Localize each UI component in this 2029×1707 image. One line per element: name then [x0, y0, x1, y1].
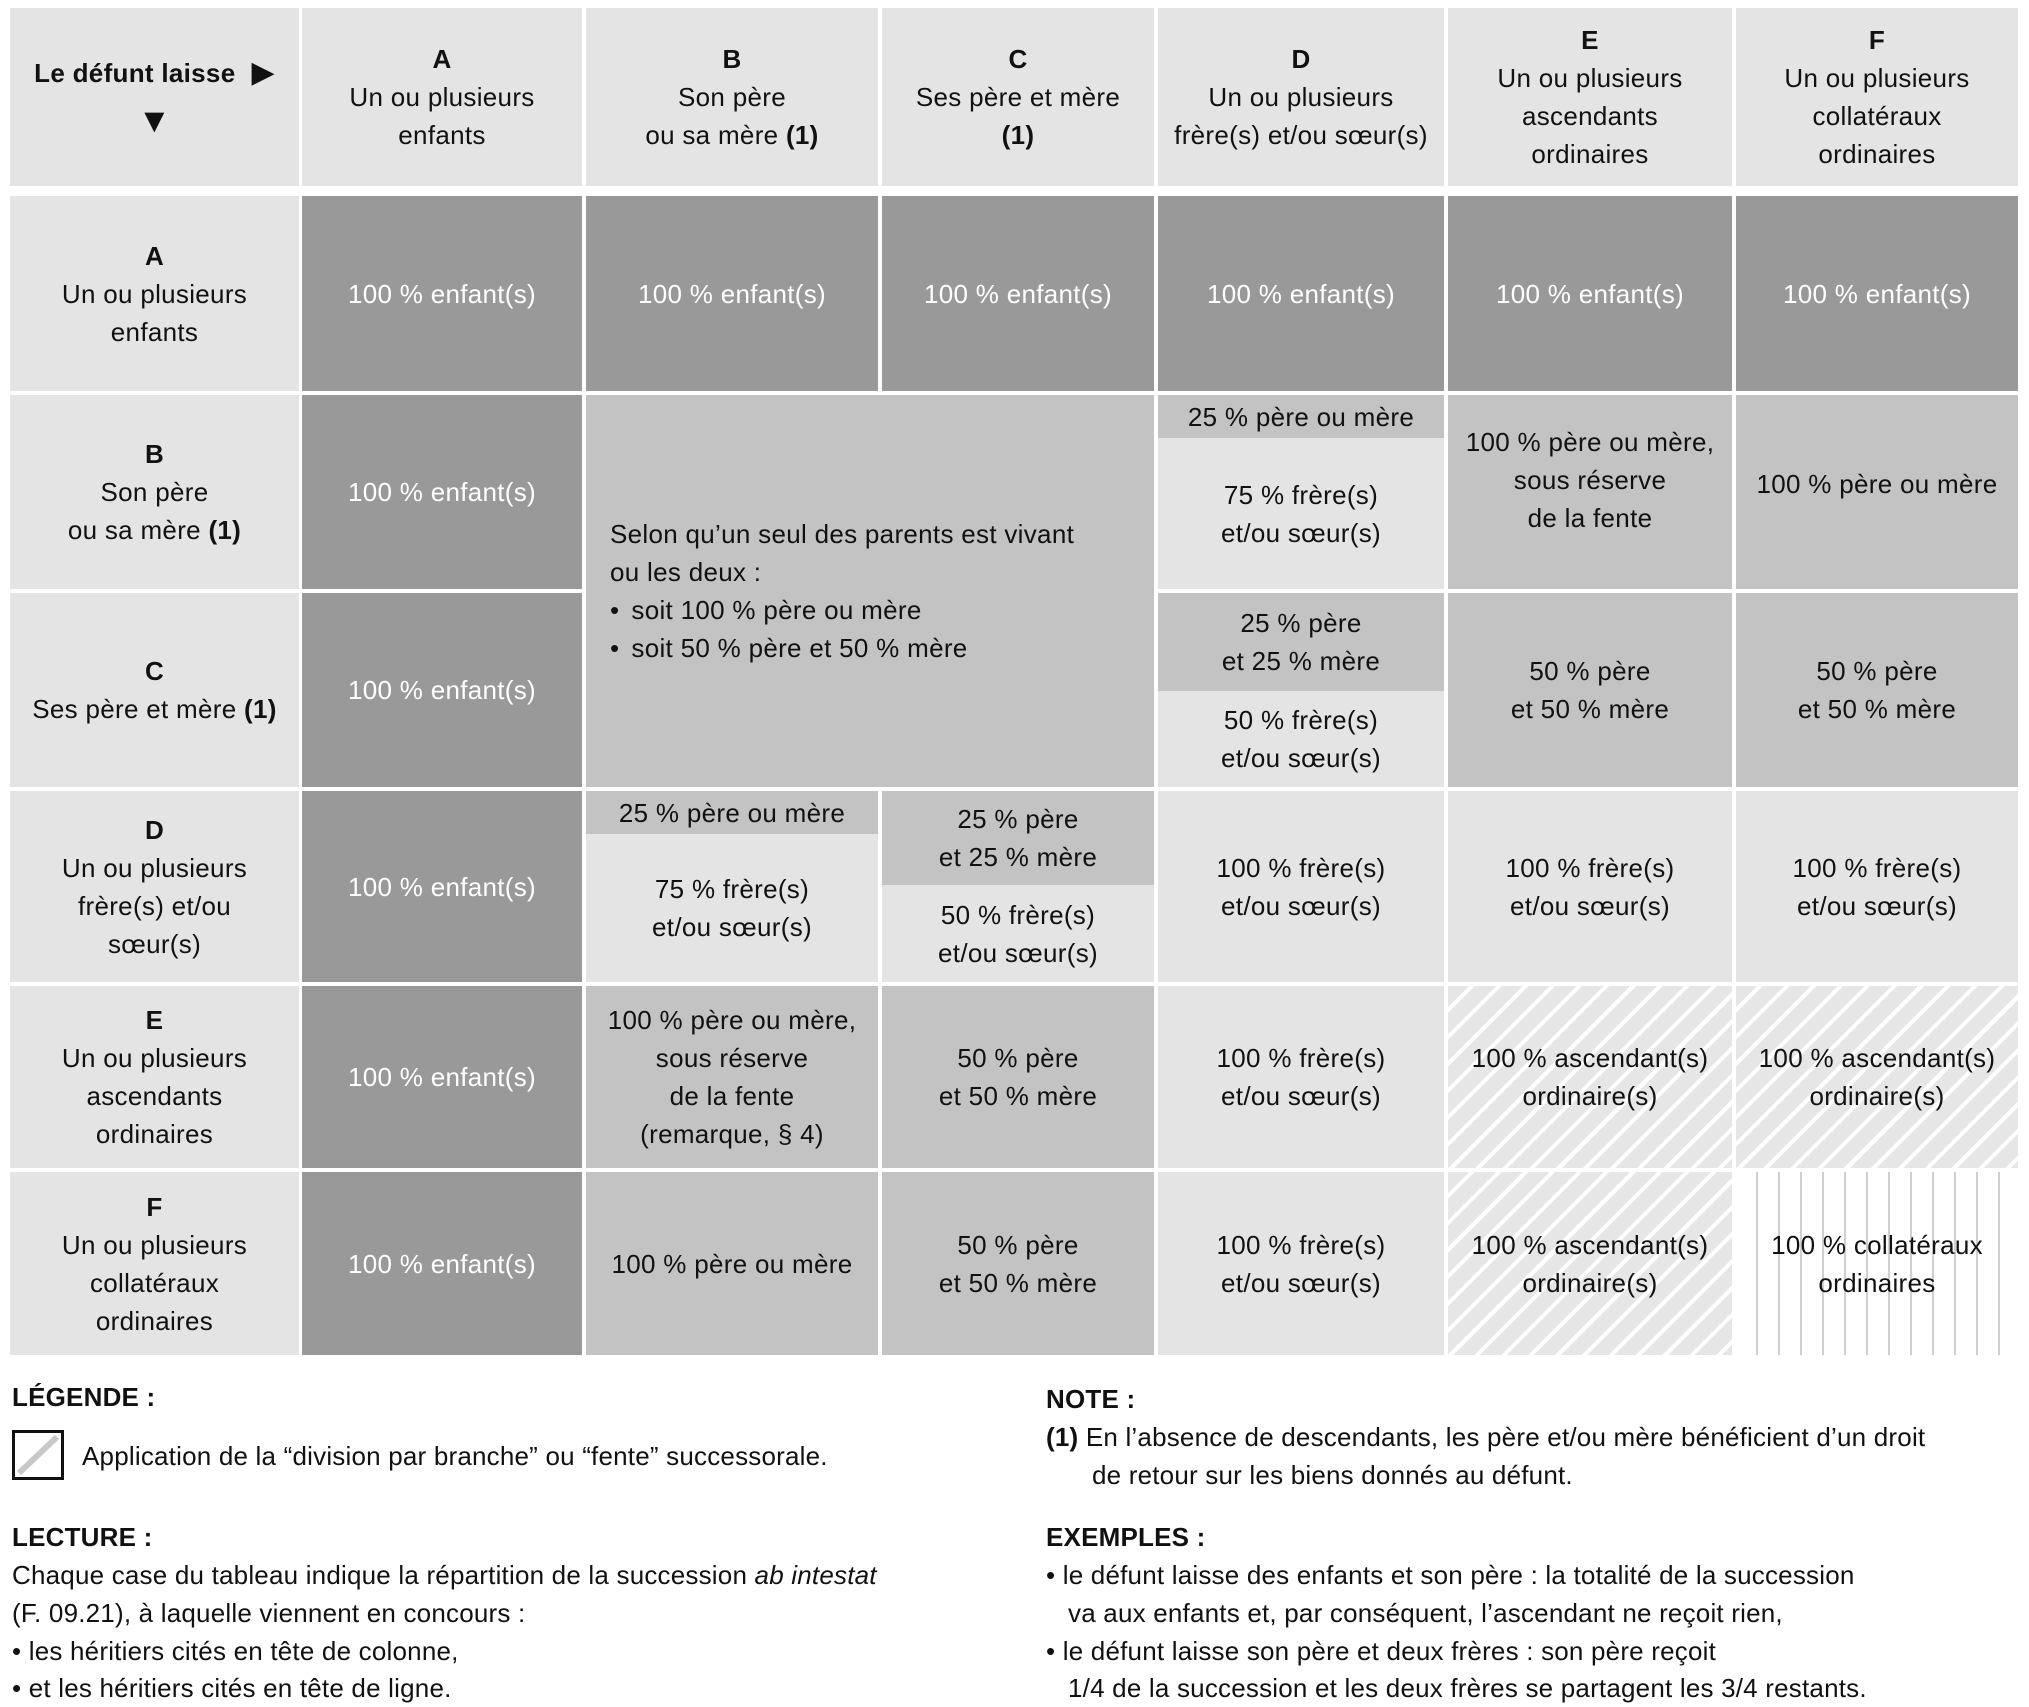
cell-c-a: [302, 593, 582, 787]
column-label-line: ordinaires: [1818, 139, 1936, 169]
examples-title: EXEMPLES :: [1046, 1522, 1206, 1552]
list-item: les héritiers cités en tête de colonne,: [28, 1636, 459, 1666]
cell-text-line: et/ou sœur(s): [1797, 890, 1957, 921]
note-marker: (1): [1001, 120, 1035, 150]
row-header-b: [10, 395, 299, 589]
row-label-line: frère(s) et/ou: [77, 890, 232, 921]
note-line-2: de retour sur les biens donnés au défunt.: [1092, 1460, 1573, 1490]
row-label-line: Un ou plusieurs: [61, 1229, 248, 1260]
row-label-line: Un ou plusieurs: [61, 852, 248, 883]
cell-e-b: [586, 986, 878, 1168]
cell-text-line: 100 % père ou mère,: [607, 1005, 857, 1035]
row-label-line: [32, 690, 276, 728]
cell-d-d: [1158, 791, 1444, 982]
lecture-line-1: [12, 1556, 877, 1594]
cell-a-a: [302, 196, 582, 391]
cell-text: 100 % enfant(s): [1782, 278, 1972, 309]
lecture-bullet-1: [12, 1632, 459, 1670]
cell-f-d: [1158, 1172, 1444, 1355]
hatch-line-icon: [15, 1433, 61, 1477]
cell-f-b: [586, 1172, 878, 1355]
cell-d-b-bottom: [586, 834, 878, 982]
cell-text-line: 100 % ascendant(s): [1758, 1043, 1996, 1073]
row-label-text: ou sa mère: [67, 515, 201, 545]
cell-text-line: 100 % frère(s): [1792, 852, 1962, 883]
cell-text-line: 100 % frère(s): [1216, 852, 1386, 883]
cell-text: 100 % enfant(s): [347, 278, 537, 309]
cell-text-line: 100 % collatéraux: [1771, 1229, 1983, 1260]
row-label-line: enfants: [110, 316, 199, 347]
list-item: • soit 50 % père et 50 % mère: [610, 629, 968, 667]
cell-a-e: [1448, 196, 1732, 391]
row-letter: E: [145, 1005, 164, 1035]
row-label-line: sœur(s): [107, 928, 202, 959]
row-label-line: ordinaires: [95, 1119, 214, 1149]
cell-bullet-list: [610, 591, 968, 667]
cell-text-line: 50 % père: [1529, 656, 1651, 686]
cell-text: 25 % père ou mère: [618, 797, 846, 828]
cell-f-a: [302, 1172, 582, 1355]
list-item: • soit 100 % père ou mère: [610, 591, 968, 629]
cell-text-line: ou les deux :: [610, 557, 762, 587]
note-text: En l’absence de descendants, les père et/ou mère bénéficient d’un droit: [1085, 1422, 1926, 1452]
cell-text: 100 % enfant(s): [1206, 278, 1396, 309]
corner-label-row: [34, 54, 275, 92]
cell-text-line: et/ou sœur(s): [1221, 743, 1381, 773]
lecture-italic-text: ab intestat: [754, 1560, 877, 1590]
cell-d-e: [1448, 791, 1732, 982]
cell-text-line: 25 % père: [957, 804, 1079, 834]
cell-a-c: [882, 196, 1154, 391]
cell-e-c: [882, 986, 1154, 1168]
row-letter: A: [144, 240, 165, 271]
cell-text-line: et 50 % mère: [1797, 694, 1957, 724]
cell-text-line: et/ou sœur(s): [1221, 1081, 1381, 1111]
cell-b-f: [1736, 395, 2018, 589]
bullet-icon: •: [1046, 1560, 1056, 1590]
row-label-line: Son père: [100, 477, 209, 507]
cell-c-e: [1448, 593, 1732, 787]
column-label-line: Un ou plusieurs: [349, 82, 535, 112]
column-letter: A: [432, 44, 452, 74]
column-label-line: Un ou plusieurs: [1497, 63, 1683, 93]
cell-text-line: 75 % frère(s): [654, 874, 810, 904]
column-label-line: frère(s) et/ou sœur(s): [1174, 120, 1428, 150]
example-1-line-1: [1046, 1556, 1855, 1594]
note-marker: (1): [208, 515, 242, 545]
column-label-line: collatéraux: [1812, 101, 1942, 131]
cell-text-line: 100 % ascendant(s): [1471, 1043, 1709, 1073]
corner-label: Le défunt laisse: [34, 58, 236, 88]
cell-text-line: et/ou sœur(s): [1221, 890, 1381, 921]
cell-e-e: [1448, 986, 1732, 1168]
lecture-text: Chaque case du tableau indique la répartition de la succession: [12, 1560, 755, 1590]
cell-c-f: [1736, 593, 2018, 787]
list-item: et les héritiers cités en tête de ligne.: [28, 1673, 452, 1703]
column-header-d: [1158, 8, 1444, 186]
legend-title: LÉGENDE :: [12, 1382, 156, 1412]
column-label-line: enfants: [398, 120, 486, 150]
cell-text-line: ordinaire(s): [1809, 1081, 1945, 1111]
cell-text-line: 25 % père: [1240, 608, 1362, 638]
cell-text-line: 100 % ascendant(s): [1471, 1229, 1709, 1260]
example-1-line-2: va aux enfants et, par conséquent, l’ascendant ne reçoit rien,: [1068, 1598, 1783, 1628]
row-letter: C: [144, 656, 165, 686]
cell-text-line: 100 % frère(s): [1216, 1043, 1386, 1073]
bullet-icon: •: [12, 1636, 22, 1666]
cell-text: 100 % enfant(s): [347, 1248, 537, 1279]
cell-e-a: [302, 986, 582, 1168]
cell-a-d: [1158, 196, 1444, 391]
cell-text-line: de la fente: [1527, 503, 1653, 533]
legend-text: Application de la “division par branche” ou “fente” successorale.: [82, 1441, 828, 1471]
column-letter: B: [722, 44, 742, 74]
note-marker: (1): [1046, 1422, 1079, 1452]
cell-text: 100 % enfant(s): [347, 675, 537, 705]
row-header-d: [10, 791, 299, 982]
note-marker: (1): [244, 694, 277, 724]
row-label-line: ordinaires: [95, 1305, 214, 1336]
row-label-line: ascendants: [86, 1081, 223, 1111]
cell-text: 100 % enfant(s): [347, 1062, 537, 1092]
cell-text: 100 % enfant(s): [347, 871, 537, 902]
cell-d-c-bottom: [882, 885, 1154, 982]
column-letter: D: [1291, 44, 1311, 74]
cell-text: 100 % enfant(s): [1495, 278, 1685, 309]
cell-text-line: et 25 % mère: [938, 842, 1098, 872]
cell-f-f: [1736, 1172, 2018, 1355]
lecture-line-2: (F. 09.21), à laquelle viennent en concours :: [12, 1598, 526, 1628]
cell-text-line: et 25 % mère: [1221, 646, 1381, 676]
cell-text-line: ordinaire(s): [1522, 1081, 1658, 1111]
cell-text-line: et 50 % mère: [938, 1267, 1098, 1298]
cell-e-d: [1158, 986, 1444, 1168]
column-label-line: ascendants: [1522, 101, 1658, 131]
cell-text-line: sous réserve: [1513, 465, 1667, 495]
cell-e-f: [1736, 986, 2018, 1168]
cell-text-line: ordinaires: [1818, 1267, 1936, 1298]
column-letter: F: [1868, 25, 1886, 55]
column-label-line: ordinaires: [1531, 139, 1649, 169]
lecture-bullet-2: [12, 1669, 452, 1707]
cell-d-a: [302, 791, 582, 982]
column-label-line: Un ou plusieurs: [1784, 63, 1970, 93]
row-header-f: [10, 1172, 299, 1355]
cell-text-line: de la fente: [669, 1081, 795, 1111]
row-label-line: Un ou plusieurs: [61, 278, 248, 309]
row-header-e: [10, 986, 299, 1168]
cell-b-e: [1448, 395, 1732, 589]
cell-text-line: et/ou sœur(s): [1221, 517, 1381, 548]
cell-text-line: (remarque, § 4): [640, 1119, 824, 1149]
legend-swatch-icon: [12, 1430, 64, 1480]
row-header-c: [10, 593, 299, 787]
cell-text: 100 % enfant(s): [347, 477, 537, 507]
example-text: le défunt laisse des enfants et son père : la totalité de la succession: [1062, 1560, 1855, 1590]
cell-c-d-top: [1158, 593, 1444, 691]
cell-text: 100 % père ou mère: [1756, 469, 1998, 499]
column-label-line: [645, 116, 818, 154]
example-2-line-1: [1046, 1632, 1716, 1670]
cell-text-line: et/ou sœur(s): [652, 912, 812, 942]
column-label-line: Un ou plusieurs: [1208, 82, 1394, 112]
column-header-e: [1448, 8, 1732, 186]
cell-text: 100 % père ou mère: [611, 1248, 853, 1279]
cell-d-c-top: [882, 791, 1154, 885]
cell-text: 100 % enfant(s): [923, 278, 1113, 309]
cell-a-b: [586, 196, 878, 391]
cell-text-line: 100 % frère(s): [1216, 1229, 1386, 1260]
row-letter: B: [144, 439, 165, 469]
row-label-line: [68, 511, 241, 549]
cell-text-line: Selon qu’un seul des parents est vivant: [610, 519, 1075, 549]
right-arrow-icon: ▶: [251, 56, 275, 89]
row-letter: F: [146, 1191, 163, 1222]
column-header-c: [882, 8, 1154, 186]
column-label-text: ou sa mère: [645, 120, 779, 150]
row-label-line: Un ou plusieurs: [61, 1043, 248, 1073]
column-label-line: Ses père et mère: [915, 82, 1121, 112]
cell-text-line: ordinaire(s): [1522, 1267, 1658, 1298]
cell-text-line: 50 % père: [1816, 656, 1938, 686]
cell-f-c: [882, 1172, 1154, 1355]
column-letter: C: [1008, 44, 1028, 74]
corner-header: [10, 8, 299, 186]
cell-text-line: 100 % père ou mère,: [1465, 427, 1715, 457]
cell-text-line: 100 % frère(s): [1505, 852, 1675, 883]
row-header-a: [10, 196, 299, 391]
cell-text-line: 50 % frère(s): [1223, 705, 1379, 735]
cell-text-line: et/ou sœur(s): [938, 937, 1098, 968]
note-marker: (1): [785, 120, 819, 150]
column-header-b: [586, 8, 878, 186]
lecture-title: LECTURE :: [12, 1522, 153, 1552]
column-label-line: Son père: [678, 82, 786, 112]
cell-f-e: [1448, 1172, 1732, 1355]
cell-a-f: [1736, 196, 2018, 391]
note-title: NOTE :: [1046, 1384, 1136, 1414]
column-letter: E: [1581, 25, 1599, 55]
row-letter: D: [144, 814, 165, 845]
cell-text-line: et/ou sœur(s): [1510, 890, 1670, 921]
cell-text-line: et 50 % mère: [1510, 694, 1670, 724]
cell-c-d-bottom: [1158, 691, 1444, 787]
example-text: le défunt laisse son père et deux frères : son père reçoit: [1062, 1636, 1717, 1666]
bullet-icon: •: [1046, 1636, 1056, 1666]
cell-text-line: et 50 % mère: [938, 1081, 1098, 1111]
bullet-icon: •: [12, 1673, 22, 1703]
column-header-f: [1736, 8, 2018, 186]
cell-text-line: 50 % frère(s): [940, 899, 1096, 930]
cell-text: 100 % enfant(s): [637, 278, 827, 309]
cell-text-line: 50 % père: [957, 1043, 1079, 1073]
cell-b-d-bottom: [1158, 438, 1444, 589]
note-line-1: [1046, 1418, 1925, 1456]
cell-b-a: [302, 395, 582, 589]
row-label-text: Ses père et mère: [32, 694, 237, 724]
example-2-line-2: 1/4 de la succession et les deux frères se partagent les 3/4 restants.: [1068, 1673, 1867, 1703]
down-arrow-icon: ▼: [137, 102, 172, 140]
row-label-line: collatéraux: [89, 1267, 220, 1298]
cell-text: 25 % père ou mère: [1187, 401, 1415, 432]
cell-d-b-top: [586, 791, 878, 834]
cell-text-line: 75 % frère(s): [1223, 479, 1379, 510]
cell-text-line: sous réserve: [655, 1043, 809, 1073]
cell-b-d-top: [1158, 395, 1444, 438]
cell-bc-merged: [586, 395, 1154, 787]
cell-d-f: [1736, 791, 2018, 982]
column-header-a: [302, 8, 582, 186]
cell-text-line: et/ou sœur(s): [1221, 1267, 1381, 1298]
cell-text-line: 50 % père: [957, 1229, 1079, 1260]
